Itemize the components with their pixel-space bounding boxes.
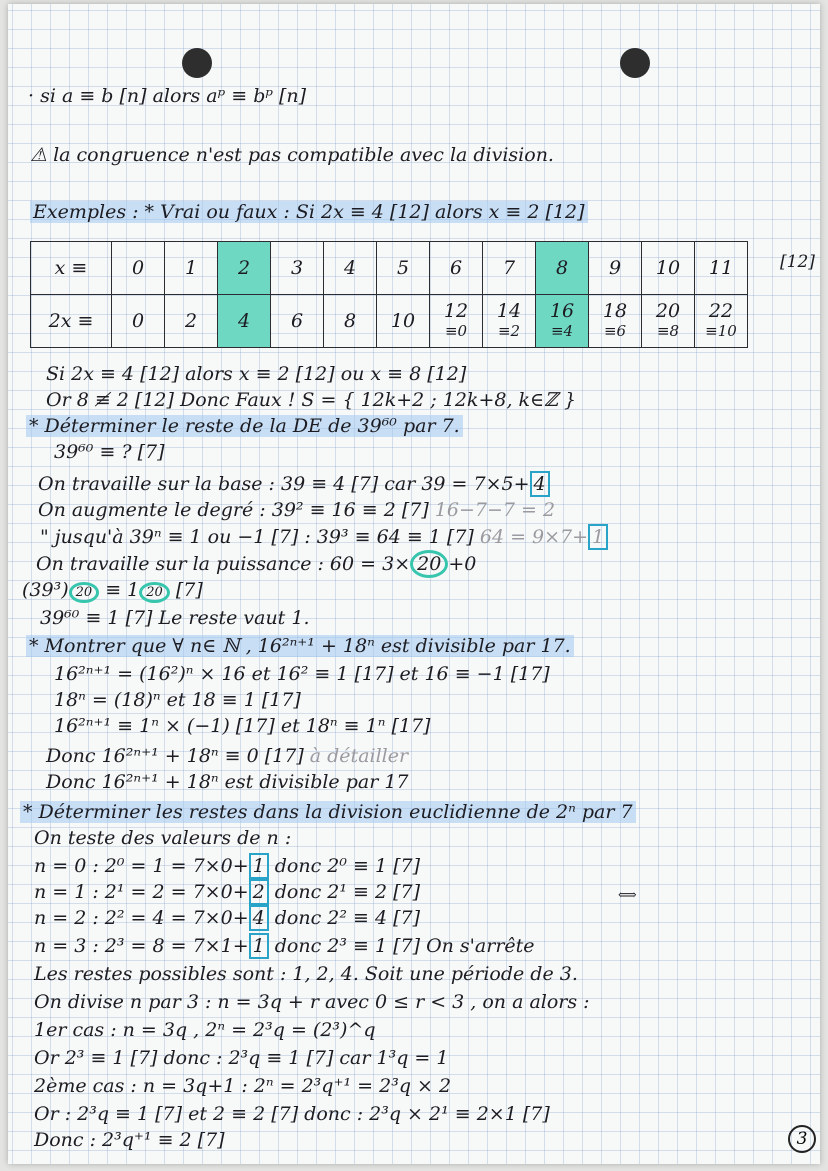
highlighted-text: * Déterminer les restes dans la division euclidienne de 2ⁿ par 7 xyxy=(20,801,636,823)
highlighted-text: * Déterminer le reste de la DE de 39⁶⁰ par 7. xyxy=(26,415,463,437)
warning-line: ⚠ la congruence n'est pas compatible avec la division. xyxy=(30,144,554,166)
table-cell xyxy=(642,295,695,348)
note-line xyxy=(40,525,608,549)
table-cell-highlighted: 8 xyxy=(536,242,589,295)
table-cell: 4 xyxy=(324,242,377,295)
note-line xyxy=(38,498,555,522)
punch-hole xyxy=(182,48,212,78)
line-text: n = 1 : 2¹ = 2 = 7×0+ xyxy=(34,881,249,903)
line-text: +0 xyxy=(448,553,477,575)
note-line: · si a ≡ b [n] alors aᵖ ≡ bᵖ [n] xyxy=(28,85,307,107)
faded-text: 64 = 9×7+ xyxy=(479,526,589,548)
cell-value: 12 xyxy=(443,300,469,322)
note-line: 2ème cas : n = 3q+1 : 2ⁿ = 2³q⁺¹ = 2³q × 2 xyxy=(34,1075,452,1097)
table-row xyxy=(31,295,748,348)
note-line: 39⁶⁰ ≡ ? [7] xyxy=(54,441,165,463)
table-cell xyxy=(377,295,430,348)
circled-number: 20 xyxy=(139,582,170,603)
boxed-remainder: 1 xyxy=(249,853,269,879)
equivalence-arrow: ⟺ xyxy=(618,888,637,903)
cell-value: 14 xyxy=(496,300,522,322)
cell-reduced: ≡2 xyxy=(497,322,521,340)
table-header-cell: x ≡ xyxy=(31,242,112,295)
line-text: (39³) xyxy=(22,579,69,601)
table-cell: 9 xyxy=(589,242,642,295)
cell-reduced: ≡8 xyxy=(656,322,680,340)
note-line xyxy=(36,552,476,576)
note-line xyxy=(22,578,203,605)
section-heading xyxy=(20,800,636,824)
cell-reduced: ≡4 xyxy=(550,322,574,340)
note-line: 39⁶⁰ ≡ 1 [7] Le reste vaut 1. xyxy=(40,607,310,629)
line-text: On travaille sur la puissance : 60 = 3× xyxy=(36,553,411,575)
note-line xyxy=(34,880,420,904)
table-cell-highlighted: 2 xyxy=(218,242,271,295)
note-line: 18ⁿ = (18)ⁿ et 18 ≡ 1 [17] xyxy=(54,689,301,711)
table-cell-highlighted xyxy=(536,295,589,348)
note-line xyxy=(34,906,420,930)
line-text: n = 0 : 2⁰ = 1 = 7×0+ xyxy=(34,855,249,877)
cell-reduced: ≡10 xyxy=(705,322,737,340)
note-line xyxy=(34,934,535,958)
table-cell xyxy=(695,295,748,348)
table-cell: 1 xyxy=(165,242,218,295)
cell-value: 16 xyxy=(549,300,575,322)
line-text: n = 3 : 2³ = 8 = 7×1+ xyxy=(34,935,249,957)
note-line: Or 8 ≢ 2 [12] Donc Faux ! S = { 12k+2 ; 12k+8, k∈ℤ } xyxy=(46,389,577,411)
note-line xyxy=(46,744,408,768)
boxed-remainder: 4 xyxy=(530,471,550,497)
line-text: Donc 16²ⁿ⁺¹ + 18ⁿ ≡ 0 [17] xyxy=(46,745,304,767)
section-heading xyxy=(26,634,574,658)
cell-value: 10 xyxy=(390,310,416,332)
table-cell xyxy=(324,295,377,348)
cell-value: 0 xyxy=(131,310,145,332)
circled-number: 20 xyxy=(69,582,100,603)
highlighted-text: Exemples : * Vrai ou faux : Si 2x ≡ 4 [12] alors x ≡ 2 [12] xyxy=(30,201,588,223)
note-line: On teste des valeurs de n : xyxy=(34,827,292,849)
note-line: On divise n par 3 : n = 3q + r avec 0 ≤ r < 3 , on a alors : xyxy=(34,991,590,1013)
line-text: ≡ 1 xyxy=(99,579,140,601)
boxed-remainder: 4 xyxy=(249,905,269,931)
table-modulus: [12] xyxy=(780,252,815,272)
table-cell-highlighted xyxy=(218,295,271,348)
note-line: 16²ⁿ⁺¹ ≡ 1ⁿ × (−1) [17] et 18ⁿ ≡ 1ⁿ [17] xyxy=(54,715,431,737)
table-header-cell: 2x ≡ xyxy=(31,295,112,348)
highlighted-text: * Montrer que ∀ n∈ ℕ , 16²ⁿ⁺¹ + 18ⁿ est divisible par 17. xyxy=(26,635,574,657)
table-cell xyxy=(430,295,483,348)
cell-value: 2 xyxy=(184,310,198,332)
line-text: " jusqu'à 39ⁿ ≡ 1 ou −1 [7] : 39³ ≡ 64 ≡ 1 [7] xyxy=(40,526,474,548)
faded-text: 16−7−7 = 2 xyxy=(434,499,556,521)
table-cell xyxy=(165,295,218,348)
line-text: donc 2⁰ ≡ 1 [7] xyxy=(268,855,421,877)
stop-note: On s'arrête xyxy=(426,935,535,957)
cell-reduced: ≡0 xyxy=(444,322,468,340)
table-cell: 7 xyxy=(483,242,536,295)
cell-value: 6 xyxy=(290,310,304,332)
line-text: n = 2 : 2² = 4 = 7×0+ xyxy=(34,907,249,929)
line-text: On travaille sur la base : 39 ≡ 4 [7] car 39 = 7×5+ xyxy=(38,473,530,495)
note-line: Or : 2³q ≡ 1 [7] et 2 ≡ 2 [7] donc : 2³q × 2¹ ≡ 2×1 [7] xyxy=(34,1103,550,1125)
congruence-table xyxy=(30,241,748,348)
table-cell: 10 xyxy=(642,242,695,295)
table-cell: 3 xyxy=(271,242,324,295)
table-cell xyxy=(589,295,642,348)
section-heading xyxy=(26,414,463,438)
line-text: donc 2³ ≡ 1 [7] xyxy=(268,935,421,957)
boxed-remainder: 1 xyxy=(588,524,608,550)
note-line: Donc 16²ⁿ⁺¹ + 18ⁿ est divisible par 17 xyxy=(46,771,409,793)
note-line: Donc : 2³q⁺¹ ≡ 2 [7] xyxy=(34,1129,225,1151)
note-line xyxy=(38,472,550,496)
cell-value: 8 xyxy=(343,310,357,332)
table-cell xyxy=(483,295,536,348)
note-line: 1er cas : n = 3q , 2ⁿ = 2³q = (2³)^q xyxy=(34,1019,376,1041)
page-number: 3 xyxy=(788,1125,816,1153)
cell-value: 20 xyxy=(655,300,681,322)
note-line xyxy=(34,854,420,878)
boxed-remainder: 2 xyxy=(249,879,269,905)
table-cell: 0 xyxy=(112,242,165,295)
table-cell: 11 xyxy=(695,242,748,295)
note-line: 16²ⁿ⁺¹ = (16²)ⁿ × 16 et 16² ≡ 1 [17] et 16 ≡ −1 [17] xyxy=(54,663,550,685)
examples-heading xyxy=(30,200,588,224)
line-text: donc 2² ≡ 4 [7] xyxy=(268,907,421,929)
table-cell: 6 xyxy=(430,242,483,295)
cell-reduced: ≡6 xyxy=(603,322,627,340)
line-text: On augmente le degré : 39² ≡ 16 ≡ 2 [7] xyxy=(38,499,429,521)
table-cell xyxy=(271,295,324,348)
punch-hole xyxy=(620,48,650,78)
faded-text: à détailler xyxy=(309,745,409,767)
cell-value: 22 xyxy=(708,300,734,322)
cell-value: 4 xyxy=(237,310,251,332)
table-row xyxy=(31,242,748,295)
note-line: Si 2x ≡ 4 [12] alors x ≡ 2 [12] ou x ≡ 8 [12] xyxy=(46,363,467,385)
note-line: Or 2³ ≡ 1 [7] donc : 2³q ≡ 1 [7] car 1³q = 1 xyxy=(34,1047,449,1069)
table-cell xyxy=(112,295,165,348)
table-cell: 5 xyxy=(377,242,430,295)
boxed-remainder: 1 xyxy=(249,933,269,959)
note-line: Les restes possibles sont : 1, 2, 4. Soit une période de 3. xyxy=(34,963,578,985)
line-text: [7] xyxy=(169,579,203,601)
circled-number: 20 xyxy=(410,550,448,578)
line-text: donc 2¹ ≡ 2 [7] xyxy=(268,881,421,903)
cell-value: 18 xyxy=(602,300,628,322)
